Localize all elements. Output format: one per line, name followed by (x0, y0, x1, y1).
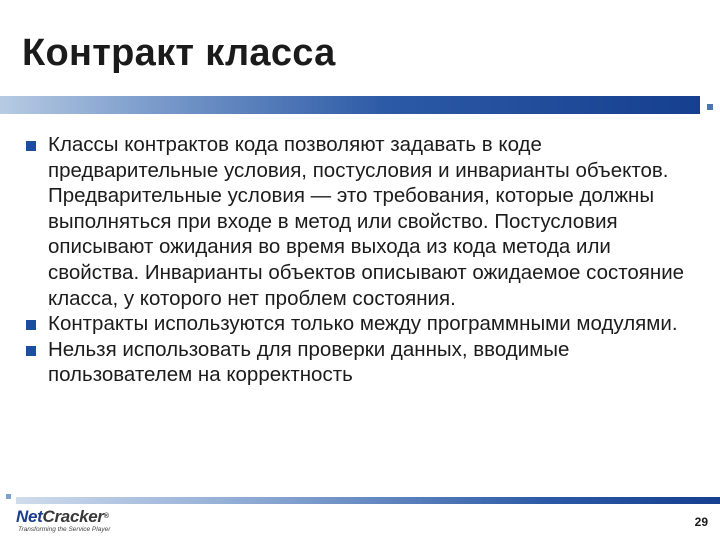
decorative-square (707, 104, 713, 110)
netcracker-logo (16, 508, 110, 536)
decorative-square (6, 494, 11, 499)
list-item (22, 337, 702, 388)
slide-title: Контракт класса (22, 32, 336, 74)
square-bullet-icon (26, 141, 36, 151)
square-bullet-icon (26, 346, 36, 356)
bullet-text: Классы контрактов кода позволяют задавать в коде предварительные условия, постусловия и инварианты объектов. Предварительные условия — это требования, которые должны выполняться при входе в метод или свойство. Постусловия описывают ожидания во время выхода из кода метода или свойства. Инварианты объектов описывают ожидаемое состояние класса, у которого нет проблем состояния. (48, 133, 685, 310)
registered-mark: ® (103, 513, 109, 520)
bullet-text: Нельзя использовать для проверки данных, вводимые пользователем на корректность (48, 337, 570, 387)
title-underline-bar (0, 96, 700, 114)
bullet-text: Контракты используются только между программными модулями. (48, 312, 678, 336)
list-item (22, 132, 702, 311)
list-item (22, 311, 702, 337)
page-number: 29 (694, 515, 708, 529)
logo-part-cracker: Cracker (42, 507, 104, 526)
square-bullet-icon (26, 320, 36, 330)
footer-bar (16, 497, 720, 504)
logo-part-net: Net (16, 507, 43, 526)
bullet-list (22, 132, 702, 388)
logo-tagline: Transforming the Service Player (18, 526, 111, 533)
